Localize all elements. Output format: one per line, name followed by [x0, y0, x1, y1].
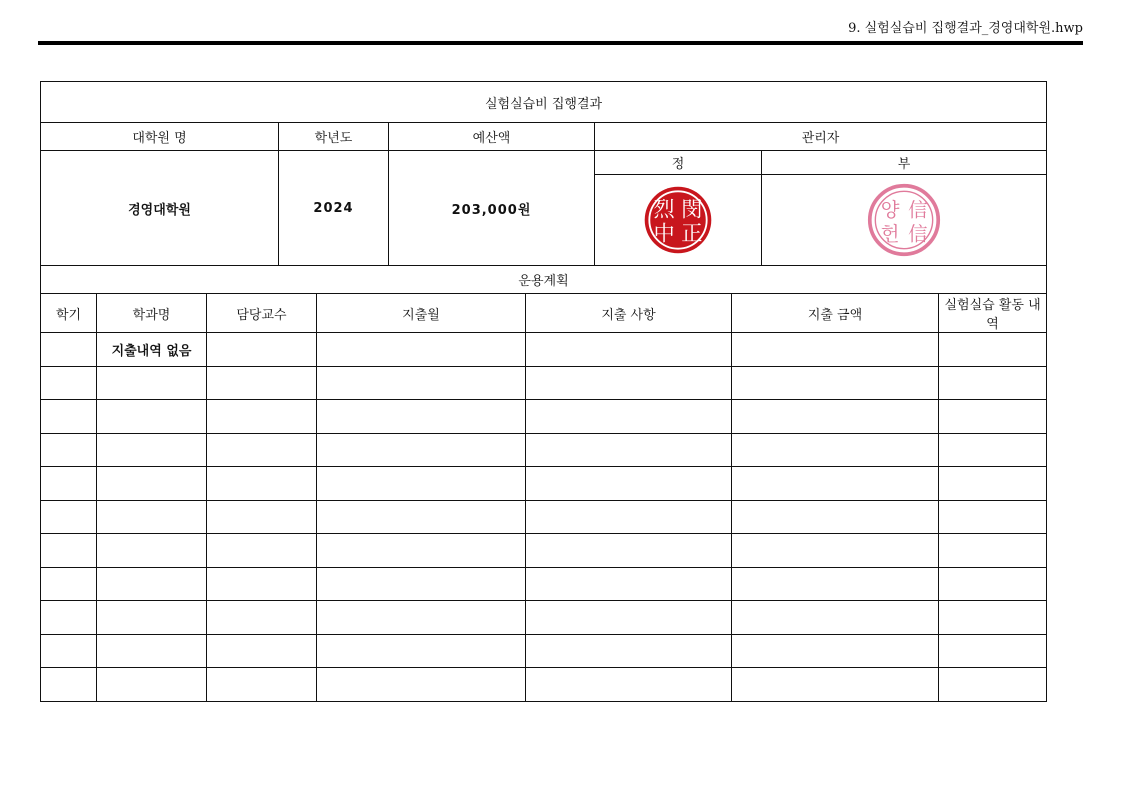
cell-activity [939, 366, 1047, 400]
cell-activity [939, 567, 1047, 601]
cell-expense-amount [732, 601, 939, 635]
cell-department [97, 668, 207, 702]
cell-expense-amount [732, 567, 939, 601]
cell-month [317, 366, 526, 400]
cell-department [97, 500, 207, 534]
cell-professor [207, 500, 317, 534]
cell-professor [207, 433, 317, 467]
svg-text:烈: 烈 [653, 197, 675, 223]
manager-primary-label: 정 [595, 151, 762, 175]
cell-department [97, 634, 207, 668]
table-row [41, 534, 1047, 568]
cell-department [97, 567, 207, 601]
cell-activity [939, 500, 1047, 534]
cell-expense-item [526, 366, 732, 400]
cell-department [97, 400, 207, 434]
cell-professor [207, 668, 317, 702]
cell-expense-amount [732, 534, 939, 568]
cell-semester [41, 333, 97, 367]
table-row [41, 567, 1047, 601]
svg-text:中: 中 [653, 221, 675, 247]
cell-activity [939, 400, 1047, 434]
svg-text:헌: 헌 [880, 222, 900, 246]
table-row [41, 500, 1047, 534]
cell-semester [41, 668, 97, 702]
svg-text:信: 信 [908, 222, 928, 246]
cell-expense-item [526, 400, 732, 434]
cell-month [317, 668, 526, 702]
cell-expense-amount [732, 400, 939, 434]
table-row [41, 634, 1047, 668]
plan-title: 운용계획 [41, 266, 1047, 294]
school-header: 대학원 명 [41, 123, 279, 151]
cell-department [97, 601, 207, 635]
cell-activity [939, 467, 1047, 501]
header-rule [38, 41, 1083, 45]
cell-expense-item [526, 534, 732, 568]
col-professor: 담당교수 [207, 294, 317, 333]
year-header: 학년도 [279, 123, 389, 151]
manager-secondary-label: 부 [762, 151, 1047, 175]
cell-expense-amount [732, 467, 939, 501]
document-filename: 9. 실험실습비 집행결과_경영대학원.hwp [848, 21, 1083, 36]
cell-month [317, 467, 526, 501]
cell-professor [207, 467, 317, 501]
secondary-seal-cell [762, 175, 1047, 266]
cell-department: 지출내역 없음 [97, 333, 207, 367]
cell-month [317, 400, 526, 434]
cell-semester [41, 534, 97, 568]
cell-professor [207, 567, 317, 601]
cell-semester [41, 601, 97, 635]
cell-expense-item [526, 467, 732, 501]
cell-expense-item [526, 333, 732, 367]
primary-seal-stamp [641, 183, 715, 257]
table-row [41, 366, 1047, 400]
cell-expense-item [526, 500, 732, 534]
cell-activity [939, 668, 1047, 702]
cell-activity [939, 601, 1047, 635]
year-value: 2024 [279, 151, 389, 266]
cell-expense-item [526, 567, 732, 601]
col-semester: 학기 [41, 294, 97, 333]
cell-activity [939, 433, 1047, 467]
table-row [41, 467, 1047, 501]
expense-report-table [40, 81, 1047, 702]
table-row [41, 668, 1047, 702]
cell-expense-item [526, 601, 732, 635]
cell-expense-amount [732, 500, 939, 534]
budget-value: 203,000원 [389, 151, 595, 266]
cell-professor [207, 634, 317, 668]
cell-expense-amount [732, 668, 939, 702]
cell-semester [41, 433, 97, 467]
col-activity: 실험실습 활동 내역 [939, 294, 1047, 333]
cell-expense-item [526, 433, 732, 467]
table-row [41, 433, 1047, 467]
cell-semester [41, 634, 97, 668]
col-expense-item: 지출 사항 [526, 294, 732, 333]
table-row [41, 601, 1047, 635]
cell-semester [41, 366, 97, 400]
cell-activity [939, 333, 1047, 367]
cell-professor [207, 400, 317, 434]
cell-department [97, 467, 207, 501]
table-row [41, 400, 1047, 434]
cell-expense-amount [732, 433, 939, 467]
cell-expense-amount [732, 333, 939, 367]
cell-month [317, 534, 526, 568]
cell-expense-item [526, 634, 732, 668]
cell-department [97, 534, 207, 568]
budget-header: 예산액 [389, 123, 595, 151]
cell-month [317, 567, 526, 601]
cell-professor [207, 534, 317, 568]
table-row [41, 333, 1047, 367]
cell-activity [939, 634, 1047, 668]
svg-text:正: 正 [681, 221, 703, 247]
svg-text:閔: 閔 [681, 197, 703, 223]
cell-month [317, 500, 526, 534]
cell-department [97, 433, 207, 467]
cell-month [317, 433, 526, 467]
school-value: 경영대학원 [41, 151, 279, 266]
svg-text:信: 信 [908, 198, 928, 222]
col-expense-amount: 지출 금액 [732, 294, 939, 333]
cell-semester [41, 500, 97, 534]
cell-month [317, 601, 526, 635]
cell-month [317, 333, 526, 367]
cell-activity [939, 534, 1047, 568]
cell-professor [207, 366, 317, 400]
cell-semester [41, 400, 97, 434]
cell-professor [207, 601, 317, 635]
svg-text:양: 양 [880, 198, 900, 222]
cell-expense-amount [732, 634, 939, 668]
secondary-seal-stamp [867, 183, 941, 257]
cell-department [97, 366, 207, 400]
primary-seal-cell [595, 175, 762, 266]
document-title: 실험실습비 집행결과 [41, 82, 1047, 123]
manager-header: 관리자 [595, 123, 1047, 151]
col-month: 지출월 [317, 294, 526, 333]
col-department: 학과명 [97, 294, 207, 333]
cell-semester [41, 467, 97, 501]
cell-month [317, 634, 526, 668]
cell-semester [41, 567, 97, 601]
cell-expense-amount [732, 366, 939, 400]
cell-expense-item [526, 668, 732, 702]
cell-professor [207, 333, 317, 367]
